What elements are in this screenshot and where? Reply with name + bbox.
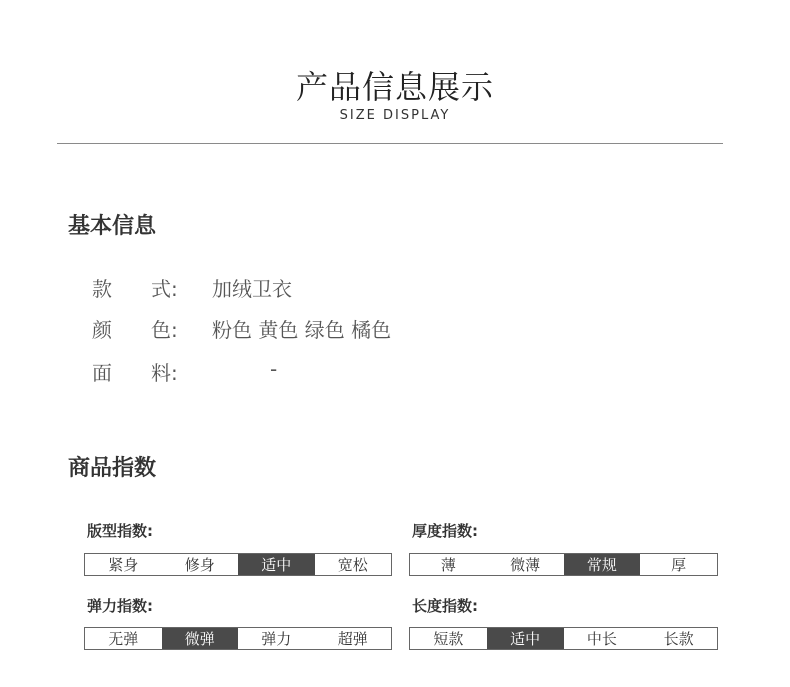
page-subtitle: SIZE DISPLAY [339, 108, 451, 123]
length-option: 长款 [663, 630, 694, 648]
length-index-scale [409, 627, 718, 650]
info-key-char: 面 [92, 361, 112, 385]
page-title: 产品信息展示 [295, 68, 494, 106]
info-key-char: 料: [151, 361, 178, 385]
fit-option: 适中 [238, 554, 315, 575]
length-index-label: 长度指数: [412, 597, 478, 615]
thickness-index-scale [409, 553, 718, 576]
elasticity-option: 超弹 [337, 630, 368, 648]
length-option: 中长 [586, 630, 617, 648]
elasticity-option: 微弹 [162, 628, 239, 649]
info-value: 加绒卫衣 [212, 277, 292, 301]
thickness-option: 厚 [671, 556, 687, 574]
info-value: 粉色 黄色 绿色 橘色 [212, 318, 392, 342]
elasticity-index-label: 弹力指数: [87, 597, 153, 615]
info-value: - [270, 357, 278, 381]
fit-index-scale [84, 553, 392, 576]
length-option: 短款 [433, 630, 464, 648]
info-key-char: 式: [151, 277, 178, 301]
fit-option: 修身 [184, 556, 215, 574]
elasticity-option: 弹力 [261, 630, 292, 648]
indices-heading: 商品指数 [68, 456, 157, 481]
length-option: 适中 [487, 628, 564, 649]
fit-option: 宽松 [337, 556, 368, 574]
info-key-char: 款 [92, 277, 112, 301]
header-divider [57, 143, 723, 144]
fit-index-label: 版型指数: [87, 522, 153, 540]
thickness-option: 薄 [440, 556, 456, 574]
elasticity-index-scale [84, 627, 392, 650]
basic-info-heading: 基本信息 [68, 214, 157, 239]
fit-option: 紧身 [108, 556, 139, 574]
thickness-option: 微薄 [510, 556, 541, 574]
thickness-option: 常规 [564, 554, 641, 575]
elasticity-option: 无弹 [108, 630, 139, 648]
thickness-index-label: 厚度指数: [412, 522, 478, 540]
info-key-char: 色: [151, 318, 178, 342]
info-key-char: 颜 [92, 318, 112, 342]
